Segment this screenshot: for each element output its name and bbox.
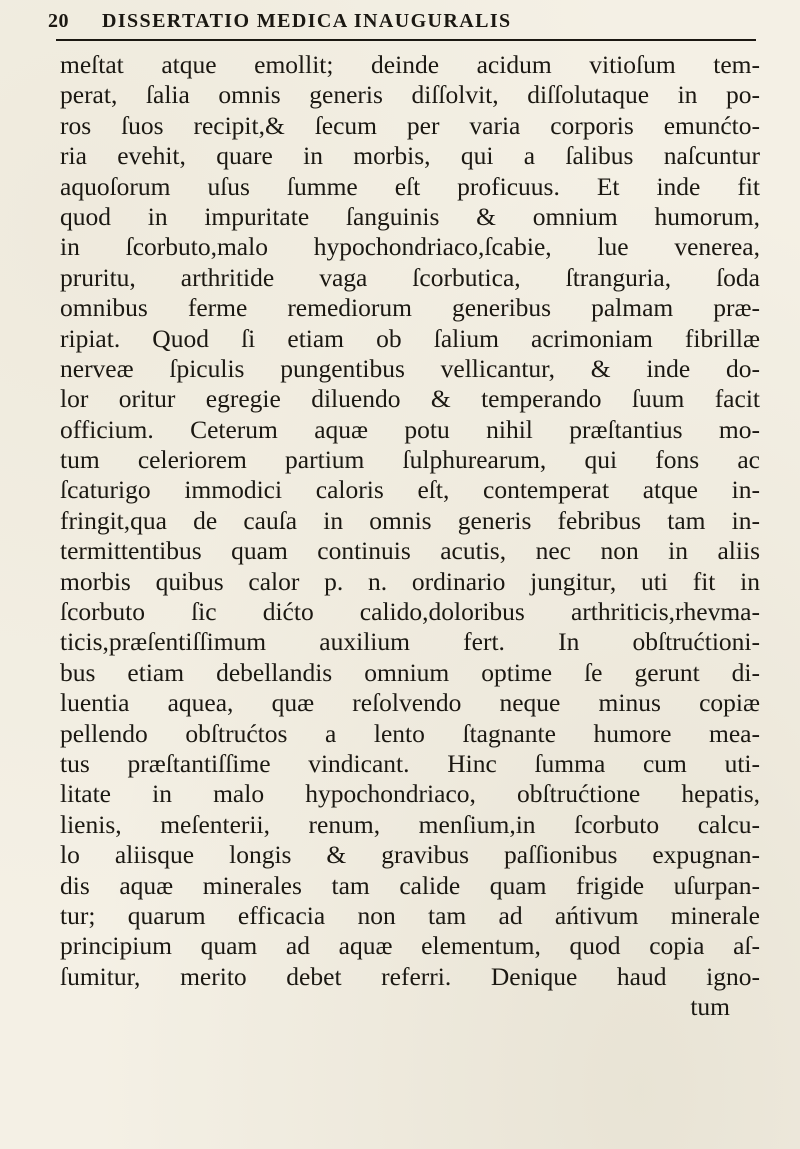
text-line: officium. Ceterum aquæ potu nihil præſtantius mo-: [60, 414, 760, 444]
text-line: ſcaturigo immodici caloris eſt, contemperat atque in-: [60, 475, 760, 505]
text-line: nerveæ ſpiculis pungentibus vellicantur, & inde do-: [60, 353, 760, 383]
text-line: lo aliisque longis & gravibus paſſionibus expugnan-: [60, 840, 760, 870]
text-line: pellendo obſtrućtos a lento ſtagnante humore mea-: [60, 718, 760, 748]
page-number: 20: [48, 10, 69, 32]
text-line: meſtat atque emollit; deinde acidum vitioſum tem-: [60, 50, 760, 79]
text-line: luentia aquea, quæ reſolvendo neque minus copiæ: [60, 688, 760, 718]
text-line: lienis, meſenterii, renum, menſium,in ſcorbuto calcu-: [60, 809, 760, 839]
text-line: ticis,præſentiſſimum auxilium fert. In obſtrućtioni-: [60, 627, 760, 657]
text-line: fringit,qua de cauſa in omnis generis febribus tam in-: [60, 505, 760, 535]
text-line: tur; quarum efficacia non tam ad ańtivum minerale: [60, 900, 760, 930]
catchword: tum: [690, 992, 730, 1022]
text-line: perat, ſalia omnis generis diſſolvit, diſſolutaque in po-: [60, 80, 760, 110]
text-line: principium quam ad aquæ elementum, quod copia aſ-: [60, 931, 760, 961]
text-line: lor oritur egregie diluendo & temperando ſuum facit: [60, 384, 760, 414]
text-line: aquoſorum uſus ſumme eſt proficuus. Et inde fit: [60, 171, 760, 201]
text-line: ſumitur, merito debet referri. Denique haud igno-: [60, 961, 760, 991]
text-line: termittentibus quam continuis acutis, nec non in aliis: [60, 536, 760, 566]
text-line: litate in malo hypochondriaco, obſtrućtione hepatis,: [60, 779, 760, 809]
text-line: ſcorbuto ſic dićto calido,doloribus arthriticis,rhevma-: [60, 597, 760, 627]
text-line: ria evehit, quare in morbis, qui a ſalibus naſcuntur: [60, 141, 760, 171]
running-head: DISSERTATIO MEDICA INAUGURALIS: [102, 10, 512, 32]
text-line: omnibus ferme remediorum generibus palmam præ-: [60, 293, 760, 323]
text-line: ripiat. Quod ſi etiam ob ſalium acrimoniam fibrillæ: [60, 323, 760, 353]
page-header: [48, 4, 760, 40]
text-line: ros ſuos recipit,& ſecum per varia corporis emunćto-: [60, 110, 760, 140]
text-line: quod in impuritate ſanguinis & omnium humorum,: [60, 201, 760, 231]
text-line: morbis quibus calor p. n. ordinario jungitur, uti fit in: [60, 566, 760, 596]
text-line: tus præſtantiſſime vindicant. Hinc ſumma cum uti-: [60, 748, 760, 778]
text-line: pruritu, arthritide vaga ſcorbutica, ſtranguria, ſoda: [60, 262, 760, 292]
text-line: in ſcorbuto,malo hypochondriaco,ſcabie, lue venerea,: [60, 232, 760, 262]
header-rule: [56, 39, 756, 41]
text-line: bus etiam debellandis omnium optime ſe gerunt di-: [60, 657, 760, 687]
text-line: tum celeriorem partium ſulphurearum, qui fons ac: [60, 445, 760, 475]
body-text: [60, 50, 760, 1023]
text-line: dis aquæ minerales tam calide quam frigide uſurpan-: [60, 870, 760, 900]
